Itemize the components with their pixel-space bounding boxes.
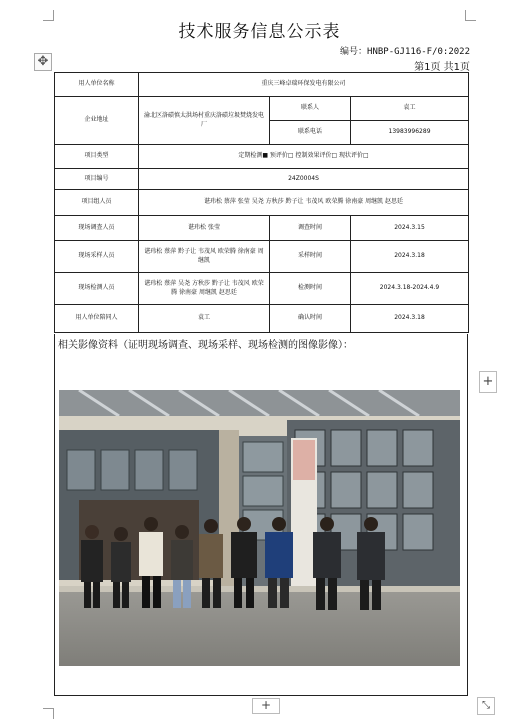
testing-staff-label: 现场检测人员 <box>55 273 139 305</box>
table-row <box>55 305 469 333</box>
crop-mark <box>43 10 54 21</box>
phone-value: 13983996289 <box>351 121 469 145</box>
document-title: 技术服务信息公示表 <box>178 22 341 42</box>
table-row <box>55 273 469 305</box>
confirm-time-label: 确认时间 <box>270 305 351 333</box>
table-row <box>55 73 469 97</box>
crop-mark <box>43 708 54 719</box>
phone-label: 联系电话 <box>270 121 351 145</box>
project-type-value: 定期检测■ 预评价□ 控制效果评价□ 现状评价□ <box>139 145 469 169</box>
page-number: 第1页 共1页 <box>414 62 470 73</box>
escort-label: 用人单位陪同人 <box>55 305 139 333</box>
table-row <box>55 241 469 273</box>
escort-value: 袁工 <box>139 305 270 333</box>
move-icon[interactable]: ✥ <box>34 53 52 71</box>
project-number-label: 项目编号 <box>55 169 139 190</box>
survey-staff-label: 现场调查人员 <box>55 216 139 241</box>
project-type-label: 项目类型 <box>55 145 139 169</box>
project-team-value: 谌玮松 蔡萍 张莹 吴尧 方秋莎 黔子让 韦茂风 欧荣腾 徐南豪 周继凯 赵思廷 <box>139 190 469 216</box>
document-number: 编号：HNBP-GJ116-F/0:2022 <box>340 47 470 57</box>
testing-time-value: 2024.3.18-2024.4.9 <box>351 273 469 305</box>
table-row <box>55 145 469 169</box>
company-name-label: 用人单位名称 <box>55 73 139 97</box>
testing-staff-value: 谌玮松 蔡萍 吴尧 方秋莎 黔子让 韦茂风 欧荣腾 徐南豪 周继凯 赵思廷 <box>139 273 270 305</box>
sampling-staff-label: 现场采样人员 <box>55 241 139 273</box>
site-group-photo <box>59 390 460 666</box>
project-number-value: 24Z0004S <box>139 169 469 190</box>
sampling-time-value: 2024.3.18 <box>351 241 469 273</box>
confirm-time-value: 2024.3.18 <box>351 305 469 333</box>
contact-label: 联系人 <box>270 97 351 121</box>
resize-icon[interactable]: ⤡ <box>477 697 495 715</box>
company-name-value: 重庆三峰卓瑞环保发电有限公司 <box>139 73 469 97</box>
address-value: 渝北区洛碛慎太洪场村重庆洛碛垃圾焚烧发电厂 <box>139 97 270 145</box>
crop-mark <box>465 10 476 21</box>
add-column-button[interactable]: + <box>479 371 497 393</box>
table-row <box>55 216 469 241</box>
photo-section <box>54 334 468 696</box>
table-row <box>55 190 469 216</box>
survey-time-value: 2024.3.15 <box>351 216 469 241</box>
address-label: 企业地址 <box>55 97 139 145</box>
survey-staff-value: 谌玮松 张莹 <box>139 216 270 241</box>
add-row-button[interactable]: + <box>252 698 280 714</box>
contact-value: 袁工 <box>351 97 469 121</box>
project-team-label: 项目组人员 <box>55 190 139 216</box>
photo-caption: 相关影像资料（证明现场调查、现场采样、现场检测的图像影像）： <box>58 340 353 351</box>
info-table <box>54 72 469 333</box>
sampling-staff-value: 谌玮松 蔡萍 黔子让 韦茂风 欧荣腾 徐南豪 周继凯 <box>139 241 270 273</box>
survey-time-label: 调查时间 <box>270 216 351 241</box>
testing-time-label: 检测时间 <box>270 273 351 305</box>
table-row <box>55 97 469 121</box>
sampling-time-label: 采样时间 <box>270 241 351 273</box>
table-row <box>55 169 469 190</box>
